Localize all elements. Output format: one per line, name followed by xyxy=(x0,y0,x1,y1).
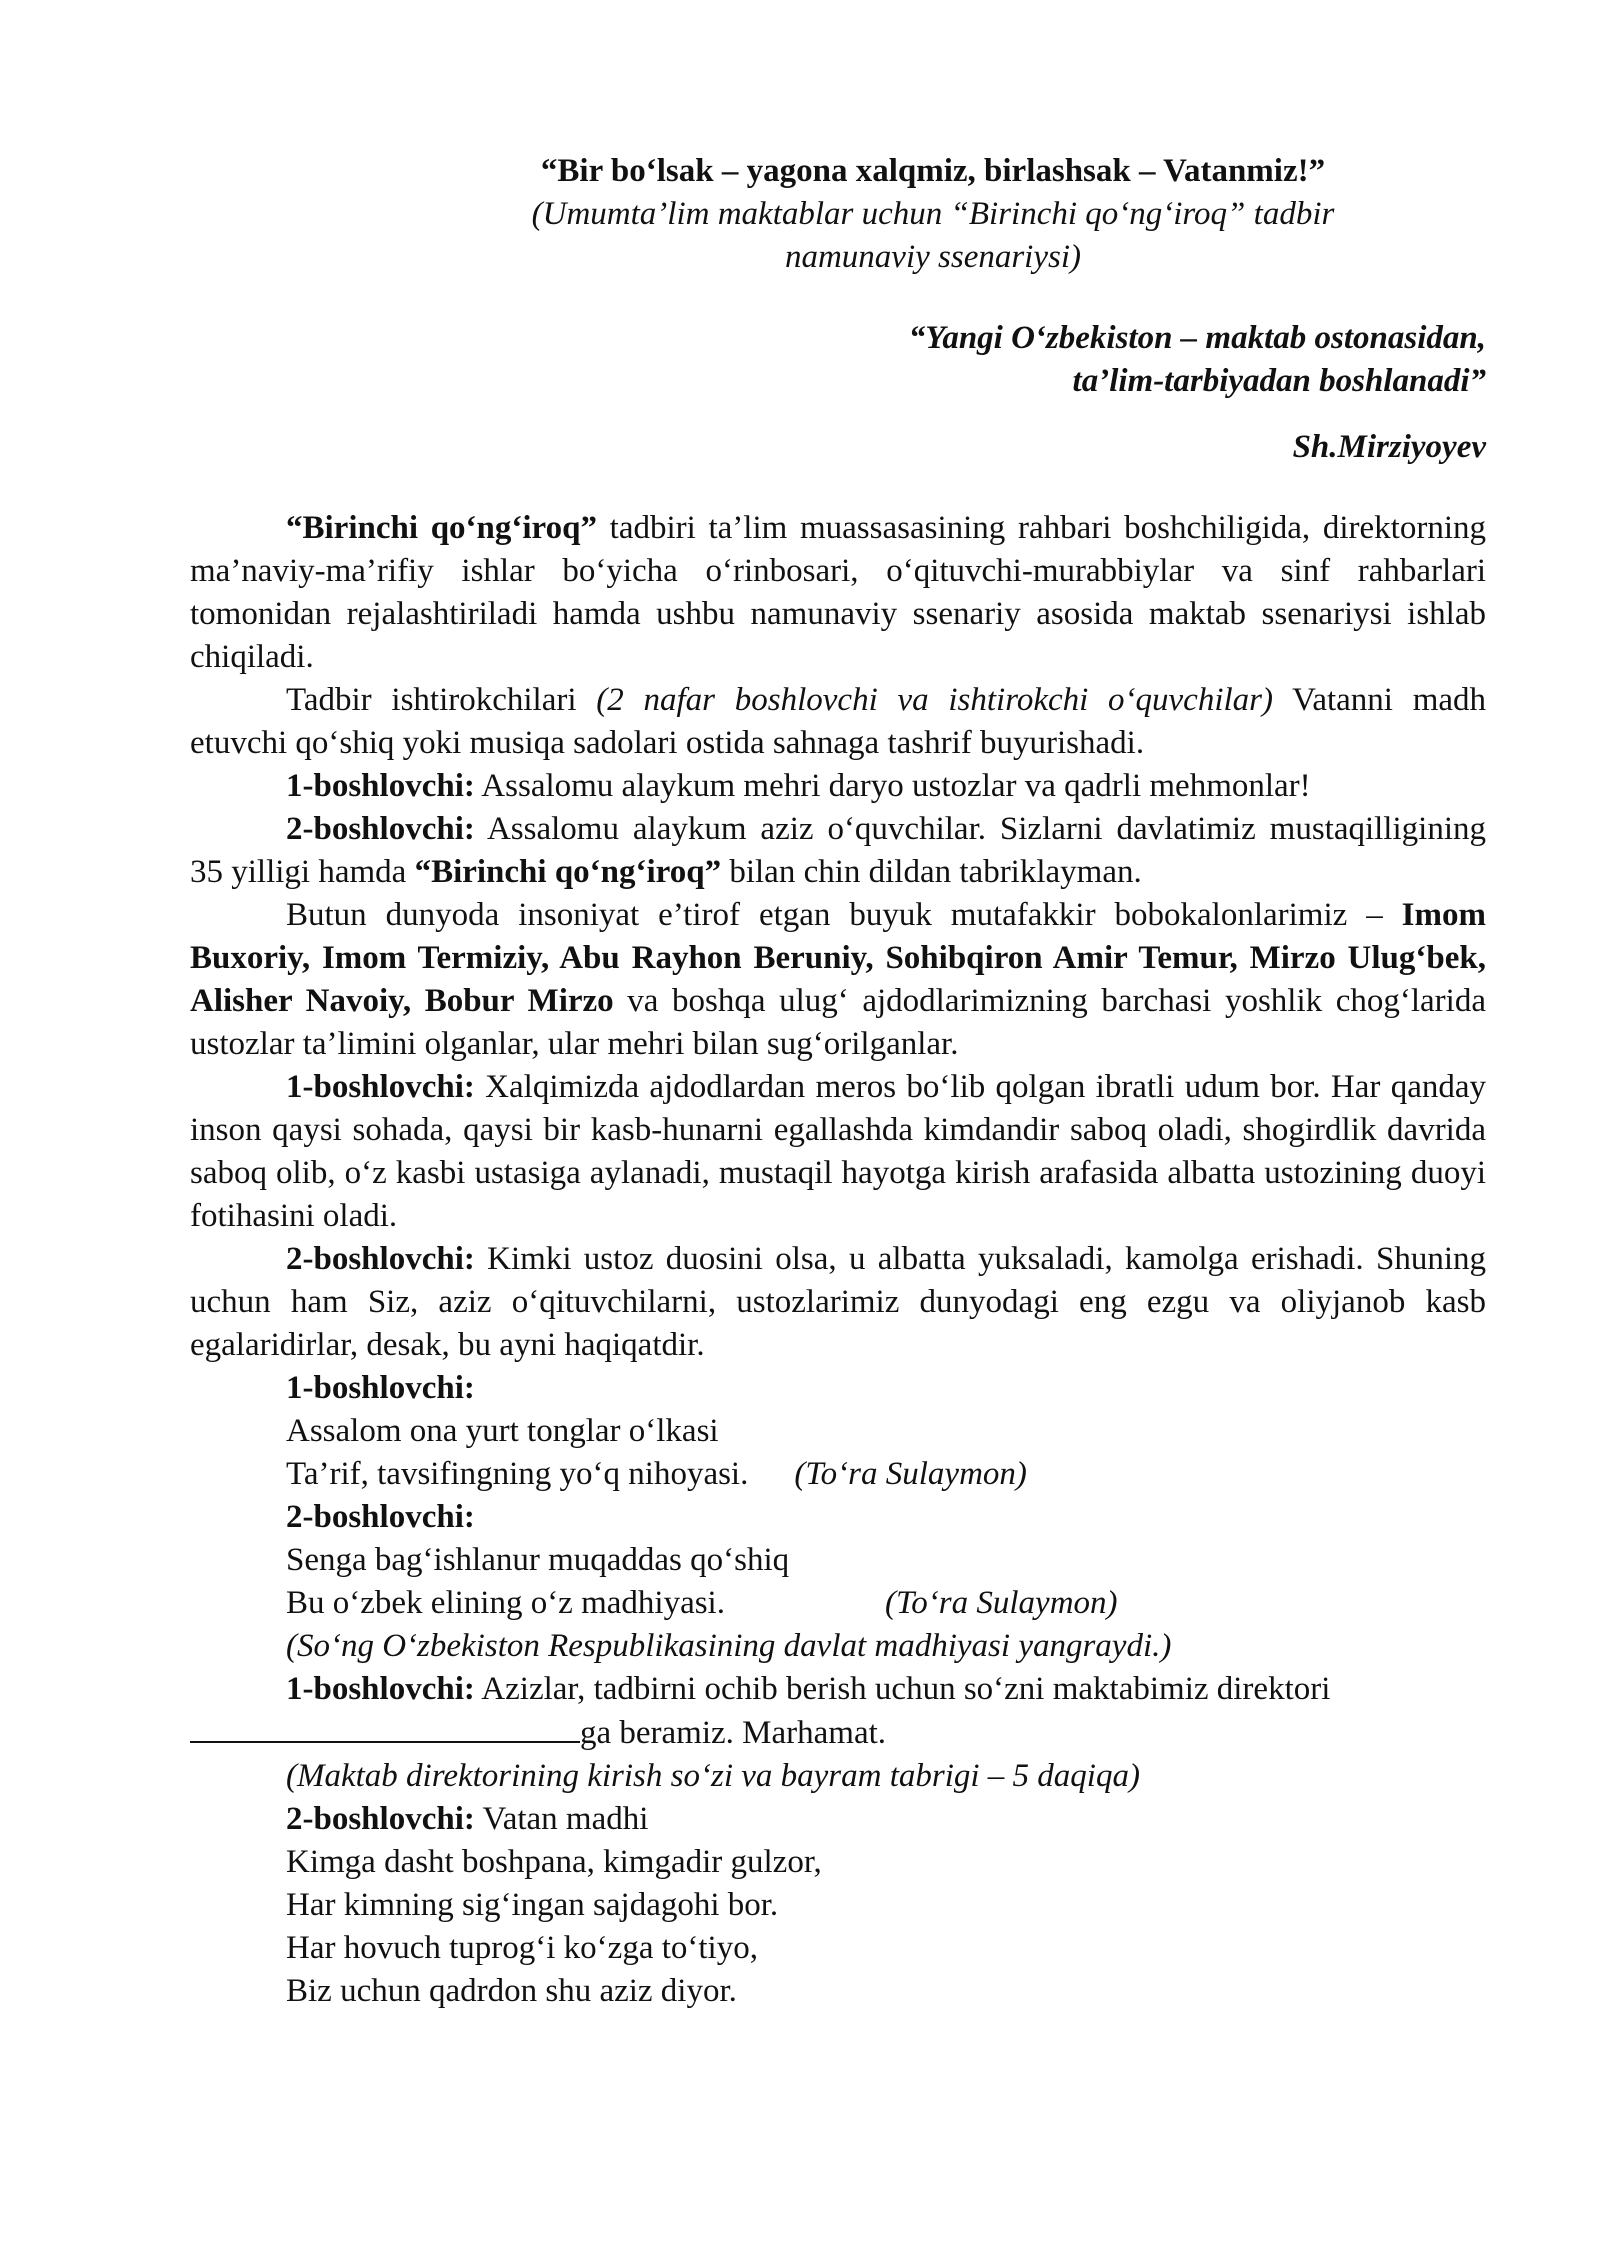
verse-line: Ta’rif, tavsifingning yo‘q nihoyasi. xyxy=(286,1456,749,1492)
speaker-label: 2-boshlovchi: xyxy=(286,811,475,847)
speaker-label: 2-boshlovchi: xyxy=(286,1241,475,1277)
verse-line: Bu o‘zbek elining o‘z madhiyasi. xyxy=(286,1585,725,1621)
poem-line: Har kimning sig‘ingan sajdagohi bor. xyxy=(286,1887,779,1923)
speaker-label: 1-boshlovchi: xyxy=(286,768,475,804)
director-name-blank xyxy=(190,1711,580,1743)
document-title: “Bir bo‘lsak – yagona xalqmiz, birlashsak – Vatanmiz!” xyxy=(540,153,1326,189)
document-subtitle-line1: (Umumta’lim maktablar uchun “Birinchi qo‘ng‘iroq” tadbir xyxy=(531,196,1335,232)
document-page xyxy=(190,150,1486,2013)
host2-event-name: “Birinchi qo‘ng‘iroq” xyxy=(414,854,722,890)
paragraph-ancestors xyxy=(190,894,1486,1066)
participants-text-b: Vatanni madh etuvchi qo‘shiq yoki musiqa sadolari ostida sahnaga tashrif buyurishadi. xyxy=(190,682,1487,761)
poem-line: Kimga dasht boshpana, kimgadir gulzor, xyxy=(286,1844,822,1880)
speaker-label: 1-boshlovchi: xyxy=(286,1069,475,1105)
poem-title: Vatan madhi xyxy=(474,1801,649,1837)
paragraph-host1-tradition xyxy=(190,1066,1486,1238)
ancestors-names: Imom Buxoriy, Imom Termiziy, Abu Rayhon Beruniy, Sohibqiron Amir Temur, Mirzo Ulug‘bek, Alisher Navoiy, Bobur Mirzo xyxy=(190,897,1486,1019)
speaker-label: 2-boshlovchi: xyxy=(286,1499,475,1535)
epigraph-line1: “Yangi O‘zbekiston – maktab ostonasidan, xyxy=(908,320,1486,356)
verse-line: Senga bag‘ishlanur muqaddas qo‘shiq xyxy=(286,1542,790,1578)
speaker-label: 2-boshlovchi: xyxy=(286,1801,475,1837)
ancestors-text-a: Butun dunyoda insoniyat e’tirof etgan buyuk mutafakkir bobokalonlarimiz – xyxy=(286,897,1402,933)
paragraph-host2-teachers xyxy=(190,1238,1486,1367)
verse-author: (To‘ra Sulaymon) xyxy=(884,1585,1118,1621)
director-name-line xyxy=(190,1711,1486,1755)
epigraph-author: Sh.Mirziyoyev xyxy=(1292,429,1486,465)
paragraph-host1-director xyxy=(190,1668,1486,1711)
paragraph-host2-poem-title xyxy=(190,1798,1486,1841)
document-subtitle-line2: namunaviy ssenariysi) xyxy=(784,239,1082,275)
verse-author: (To‘ra Sulaymon) xyxy=(794,1456,1027,1492)
host2-greeting-text-b: bilan chin dildan tabriklayman. xyxy=(721,854,1142,890)
participants-note: (2 nafar boshlovchi va ishtirokchi o‘quvchilar) xyxy=(596,682,1273,718)
paragraph-host2-greeting xyxy=(190,808,1486,894)
host1-director-text: Azizlar, tadbirni ochib berish uchun so‘zni maktabimiz direktori xyxy=(474,1671,1331,1707)
poem-line: Har hovuch tuprog‘i ko‘zga to‘tiyo, xyxy=(286,1930,758,1966)
speaker-label: 1-boshlovchi: xyxy=(286,1671,475,1707)
paragraph-participants xyxy=(190,679,1486,765)
verse-line-with-author xyxy=(190,1582,1486,1625)
paragraph-host1-greeting xyxy=(190,765,1486,808)
ancestors-text-b: va boshqa ulug‘ ajdodlarimizning barchasi yoshlik chog‘larida ustozlar ta’limini olganlar, ular mehri bilan sug‘orilganlar. xyxy=(190,983,1486,1062)
director-line-tail: ga beramiz. Marhamat. xyxy=(580,1715,887,1751)
host2-greeting-text-a: Assalomu alaykum aziz o‘quvchilar. Sizlarni davlatimiz mustaqilligining 35 yilligi hamda xyxy=(190,811,1486,890)
paragraph-intro xyxy=(190,507,1486,679)
host2-teachers-text: Kimki ustoz duosini olsa, u albatta yuksaladi, kamolga erishadi. Shuning uchun ham Siz, aziz o‘qituvchilarni, ustozlarimiz dunyodagi eng ezgu va oliyjanob kasb egalaridirlar, desak, bu ayni haqiqatdir. xyxy=(190,1241,1486,1363)
participants-text-a: Tadbir ishtirokchilari xyxy=(286,682,597,718)
host1-greeting-text: Assalomu alaykum mehri daryo ustozlar va qadrli mehmonlar! xyxy=(474,768,1311,804)
epigraph xyxy=(190,317,1486,469)
intro-text: tadbiri ta’lim muassasasining rahbari boshchiligida, direktorning ma’naviy-ma’rifiy ishlar bo‘yicha o‘rinbosari, o‘qituvchi-murabbiylar va sinf rahbarlari tomonidan rejalashtiriladi hamda ushbu namunaviy ssenariy asosida maktab ssenariysi ishlab chiqiladi. xyxy=(190,510,1486,675)
host1-tradition-text: Xalqimizda ajdodlardan meros bo‘lib qolgan ibratli udum bor. Har qanday inson qaysi sohada, qaysi bir kasb-hunarni egallashda kimdandir saboq oladi, shogirdlik davrida saboq olib, o‘z kasbi ustasiga aylanadi, mustaqil hayotga kirish arafasida albatta ustozining duoyi fotihasini oladi. xyxy=(190,1069,1486,1234)
verse-line: Assalom ona yurt tonglar o‘lkasi xyxy=(286,1413,719,1449)
anthem-note: (So‘ng O‘zbekiston Respublikasining davlat madhiyasi yangraydi.) xyxy=(286,1628,1172,1664)
poem-line: Biz uchun qadrdon shu aziz diyor. xyxy=(286,1973,737,2009)
epigraph-line2: ta’lim-tarbiyadan boshlanadi” xyxy=(1072,363,1486,399)
director-speech-note: (Maktab direktorining kirish so‘zi va bayram tabrigi – 5 daqiqa) xyxy=(286,1758,1140,1794)
intro-event-name: “Birinchi qo‘ng‘iroq” xyxy=(286,510,597,546)
verse-line-with-author xyxy=(190,1453,1486,1496)
speaker-label: 1-boshlovchi: xyxy=(286,1370,475,1406)
